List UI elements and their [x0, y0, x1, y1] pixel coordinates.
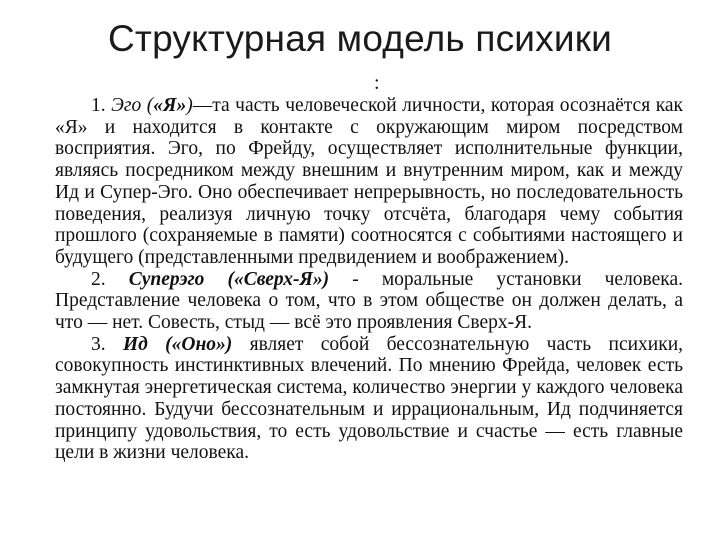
- item-text: —та часть человеческой личности, которая осознаётся как «Я» и находится в контакте с окружающим миром посредством восприятия. Эго, по Фрейду, осуществляет исполнительные функции, являясь посредником между внешним и внутренним миром, как и между Ид и Супер-Эго. Оно обеспечивает непрерывность, но последовательность поведения, реализуя личную точку отсчёта, благодаря чему события прошлого (сохраняемые в памяти) соотносятся с событиями настоящего и будущего (представленными предвидением и воображением).: [55, 95, 684, 268]
- list-item-ego: [55, 95, 683, 269]
- list-item-superego: [55, 269, 683, 334]
- term-superego: Суперэго («Сверх-Я»): [128, 268, 330, 290]
- colon-mark: :: [374, 72, 380, 94]
- term-ego: Эго («Я»): [111, 95, 193, 116]
- item-text: являет собой бессознательную часть психики, совокупность инстинктивных влечений. По мнению Фрейда, человек есть замкнутая энергетическая система, количество энергии у каждого человека постоянно. Будучи бессознательным и иррациональным, Ид подчиняется принципу удовольствия, то есть удовольствие и счастье — есть главные цели в жизни человека.: [55, 333, 684, 464]
- list-item-id: [55, 334, 683, 464]
- slide-title: Структурная модель психики: [108, 18, 612, 59]
- slide-body: [55, 95, 683, 464]
- item-text: - моральные установки человека. Представление человека о том, что в этом обществе он должен делать, а что — нет. Совесть, стыд — всё это проявления Сверх-Я.: [55, 268, 684, 334]
- item-number: 3.: [91, 333, 106, 355]
- item-number: 1.: [91, 95, 106, 116]
- item-number: 2.: [91, 268, 106, 290]
- term-id: Ид («Оно»): [122, 333, 233, 355]
